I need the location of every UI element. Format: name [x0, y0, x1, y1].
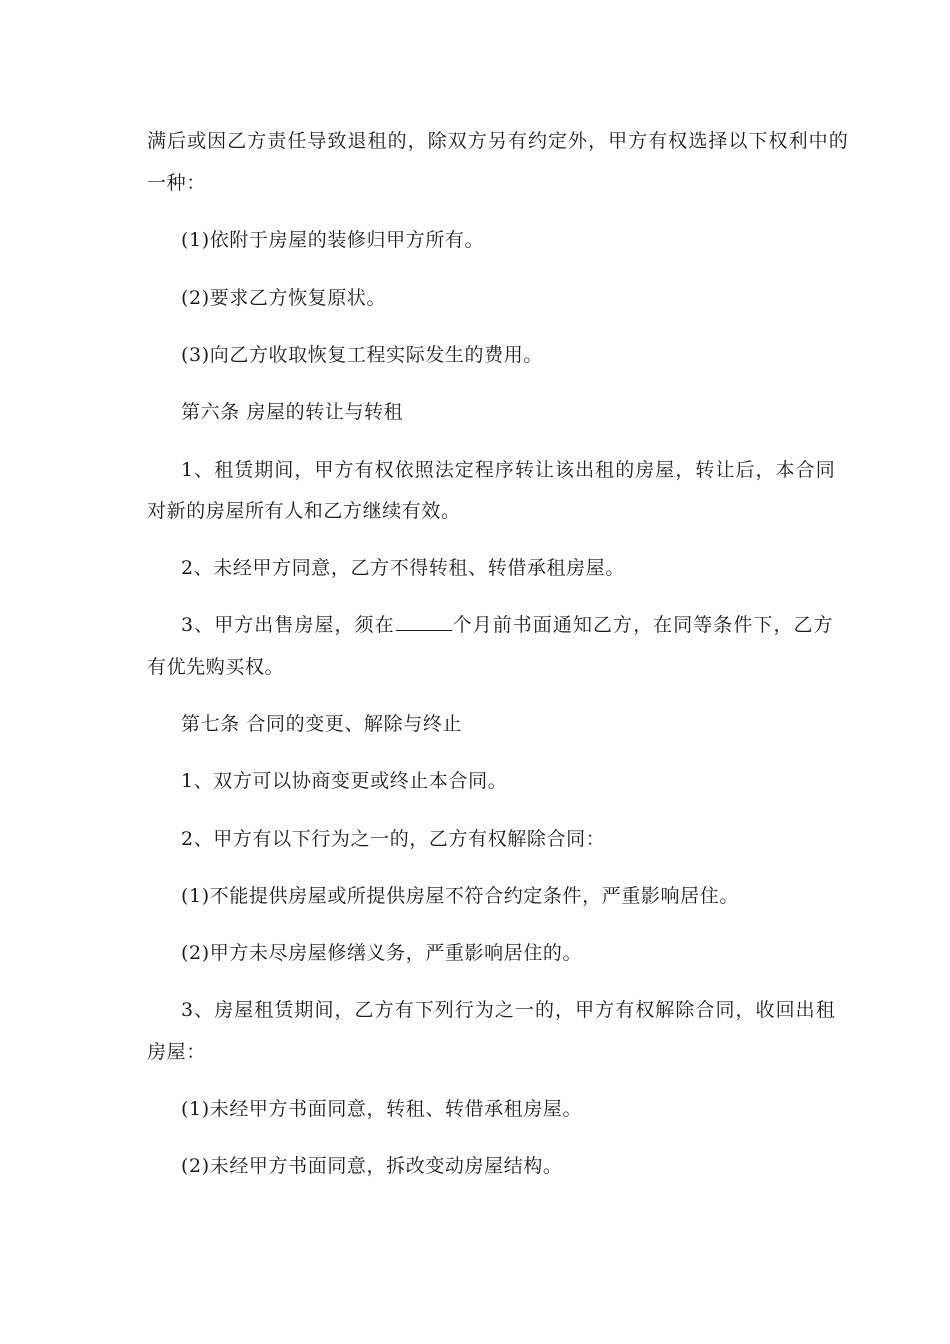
paragraph-line: 对新的房屋所有人和乙方继续有效。 [147, 500, 461, 522]
list-item: (1)未经甲方书面同意，转租、转借承租房屋。 [181, 1098, 583, 1120]
section-heading: 第六条 房屋的转让与转租 [181, 401, 404, 423]
list-item: (2)甲方未尽房屋修缮义务，严重影响居住的。 [181, 942, 583, 964]
paragraph-text-after-blank: 个月前书面通知乙方，在同等条件下，乙方 [452, 614, 834, 636]
list-item: (2)未经甲方书面同意，拆改变动房屋结构。 [181, 1155, 563, 1177]
section-heading: 第七条 合同的变更、解除与终止 [181, 713, 463, 735]
fill-in-blank [396, 613, 452, 631]
list-item: (2)要求乙方恢复原状。 [181, 287, 387, 309]
paragraph-line: 1、双方可以协商变更或终止本合同。 [181, 770, 508, 792]
paragraph-line: 3、房屋租赁期间，乙方有下列行为之一的，甲方有权解除合同，收回出租 [181, 999, 836, 1021]
paragraph-line: 一种： [147, 172, 206, 194]
paragraph-text-before-blank: 3、甲方出售房屋，须在 [181, 614, 395, 636]
paragraph-line [181, 613, 834, 637]
list-item: (3)向乙方收取恢复工程实际发生的费用。 [181, 344, 543, 366]
list-item: (1)依附于房屋的装修归甲方所有。 [181, 229, 485, 251]
list-item: (1)不能提供房屋或所提供房屋不符合约定条件，严重影响居住。 [181, 885, 739, 907]
paragraph-line: 1、租赁期间，甲方有权依照法定程序转让该出租的房屋，转让后，本合同 [181, 459, 836, 481]
paragraph-line: 2、甲方有以下行为之一的，乙方有权解除合同： [181, 828, 606, 850]
paragraph-line: 有优先购买权。 [147, 656, 285, 678]
paragraph-line: 2、未经甲方同意，乙方不得转租、转借承租房屋。 [181, 557, 625, 579]
paragraph-line: 房屋： [147, 1041, 206, 1063]
paragraph-line: 满后或因乙方责任导致退租的，除双方另有约定外，甲方有权选择以下权利中的 [147, 130, 849, 152]
